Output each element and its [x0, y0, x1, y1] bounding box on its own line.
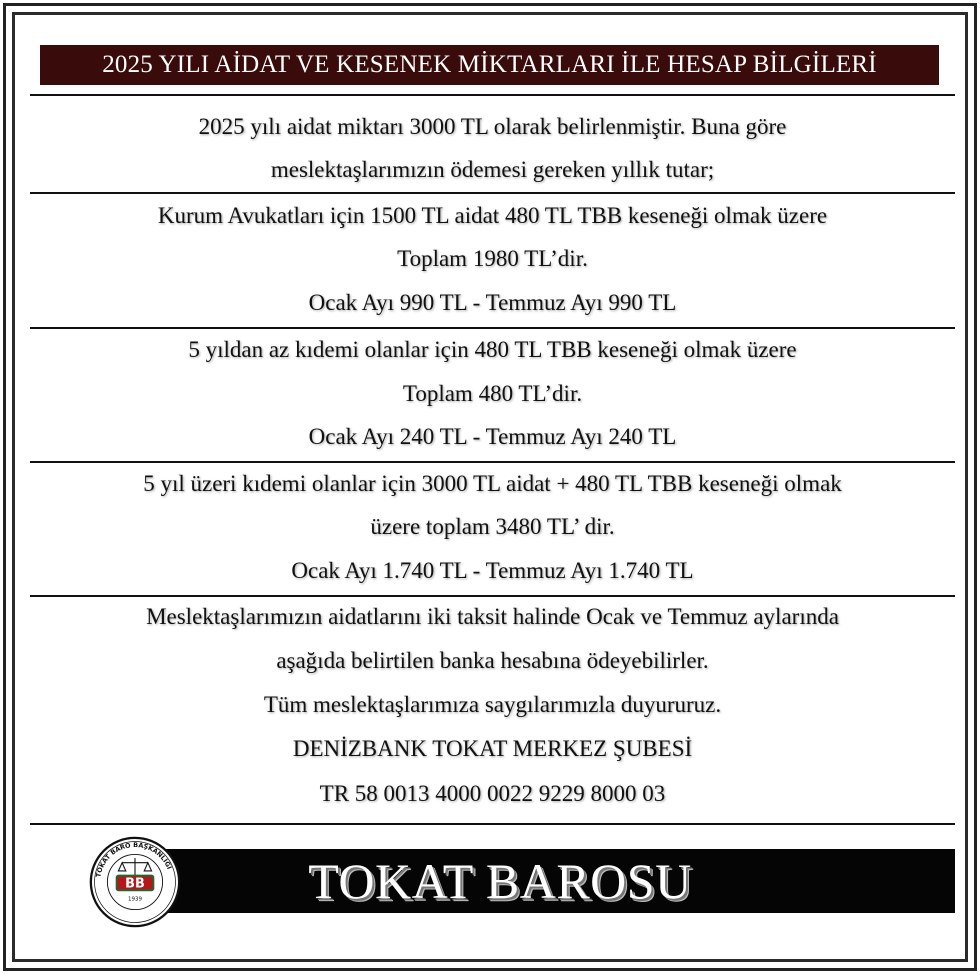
- bank-name: DENİZBANK TOKAT MERKEZ ŞUBESİ: [292, 736, 693, 761]
- divider: [30, 595, 955, 597]
- kurum-line-2: Toplam 1980 TL’dir.: [397, 246, 588, 271]
- intro-line-2: meslektaşlarımızın ödemesi gereken yıllık tutar;: [270, 157, 715, 182]
- divider: [30, 327, 955, 329]
- over5-line-2: üzere toplam 3480 TL’ dir.: [370, 514, 615, 539]
- over5-line-3: Ocak Ayı 1.740 TL - Temmuz Ayı 1.740 TL: [291, 558, 694, 583]
- page-title: 2025 YILI AİDAT VE KESENEK MİKTARLARI İLE HESAP BİLGİLERİ: [40, 45, 939, 85]
- intro-line-1: 2025 yılı aidat miktarı 3000 TL olarak belirlenmiştir. Buna göre: [198, 114, 787, 139]
- payment-line-1: Meslektaşlarımızın aidatlarını iki taksit halinde Ocak ve Temmuz aylarında: [146, 604, 839, 629]
- divider: [30, 192, 955, 194]
- under5-line-2: Toplam 480 TL’dir.: [402, 381, 583, 406]
- seal-year: 1939: [127, 896, 143, 903]
- divider: [30, 461, 955, 463]
- divider: [30, 94, 955, 96]
- footer-title: TOKAT BAROSU: [308, 853, 692, 909]
- seal-ring-text: TOKAT BARO BAŞKANLIĞI: [94, 841, 174, 878]
- divider: [30, 823, 955, 825]
- payment-line-2: aşağıda belirtilen banka hesabına ödeyebilirler.: [276, 648, 709, 673]
- kurum-line-1: Kurum Avukatları için 1500 TL aidat 480 TL TBB keseneği olmak üzere: [157, 203, 828, 228]
- under5-line-1: 5 yıldan az kıdemi olanlar için 480 TL TBB keseneği olmak üzere: [188, 337, 797, 362]
- seal-letters: BB: [125, 876, 145, 892]
- over5-line-1: 5 yıl üzeri kıdemi olanlar için 3000 TL aidat + 480 TL TBB keseneği olmak: [143, 471, 842, 496]
- under5-line-3: Ocak Ayı 240 TL - Temmuz Ayı 240 TL: [308, 424, 677, 449]
- payment-line-3: Tüm meslektaşlarımıza saygılarımızla duyururuz.: [263, 692, 722, 717]
- kurum-line-3: Ocak Ayı 990 TL - Temmuz Ayı 990 TL: [308, 290, 677, 315]
- bar-association-seal-icon: [89, 836, 181, 928]
- iban-number: TR 58 0013 4000 0022 9229 8000 03: [319, 781, 666, 806]
